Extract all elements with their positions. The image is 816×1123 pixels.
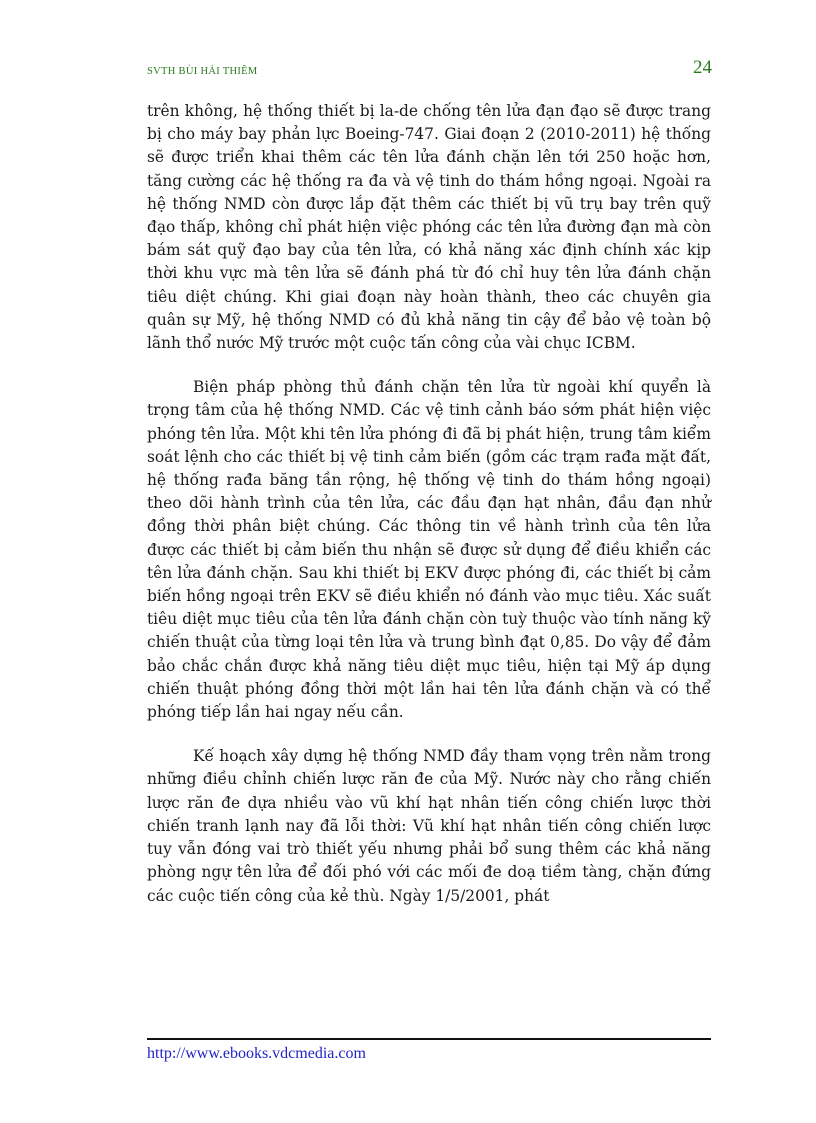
running-header-author: SVTH BÙI HẢI THIÊM	[147, 66, 258, 77]
paragraph-2: Biện pháp phòng thủ đánh chặn tên lửa từ ngoài khí quyển là trọng tâm của hệ thống NMD. Các vệ tinh cảnh báo sớm phát hiện việc phóng tên lửa. Một khi tên lửa phóng đi đã bị phát hiện, trung tâm kiểm soát lệnh cho các thiết bị vệ tinh cảm biến (gồm các trạm rađa mặt đất, hệ thống rađa băng tần rộng, hệ thống vệ tinh do thám hồng ngoại) theo dõi hành trình của tên lửa, các đầu đạn hạt nhân, đầu đạn nhử đồng thời phân biệt chúng. Các thông tin về hành trình của tên lửa được các thiết bị cảm biến thu nhận sẽ được sử dụng để điều khiển các tên lửa đánh chặn. Sau khi thiết bị EKV được phóng đi, các thiết bị cảm biến hồng ngoại trên EKV sẽ điều khiển nó đánh vào mục tiêu. Xác suất tiêu diệt mục tiêu của tên lửa đánh chặn còn tuỳ thuộc vào tính năng kỹ chiến thuật của từng loại tên lửa và trung bình đạt 0,85. Do vậy để đảm bảo chắc chắn được khả năng tiêu diệt mục tiêu, hiện tại Mỹ áp dụng chiến thuật phóng đồng thời một lần hai tên lửa đánh chặn và có thể phóng tiếp lần hai ngay nếu cần.	[147, 378, 711, 722]
body-text	[147, 100, 711, 929]
page-number: 24	[693, 57, 712, 78]
footer-divider	[147, 1038, 711, 1040]
paragraph-1: trên không, hệ thống thiết bị la-de chống tên lửa đạn đạo sẽ được trang bị cho máy bay phản lực Boeing-747. Giai đoạn 2 (2010-2011) hệ thống sẽ được triển khai thêm các tên lửa đánh chặn lên tới 250 hoặc hơn, tăng cường các hệ thống ra đa và vệ tinh do thám hồng ngoại. Ngoài ra hệ thống NMD còn được lắp đặt thêm các thiết bị vũ trụ bay trên quỹ đạo thấp, không chỉ phát hiện việc phóng các tên lửa đường đạn mà còn bám sát quỹ đạo bay của tên lửa, có khả năng xác định chính xác kịp thời khu vực mà tên lửa sẽ đánh phá từ đó chỉ huy tên lửa đánh chặn tiêu diệt chúng. Khi giai đoạn này hoàn thành, theo các chuyên gia quân sự Mỹ, hệ thống NMD có đủ khả năng tin cậy để bảo vệ toàn bộ lãnh thổ nước Mỹ trước một cuộc tấn công của vài chục ICBM.	[147, 102, 711, 353]
footer-link[interactable]: http://www.ebooks.vdcmedia.com	[147, 1045, 366, 1062]
paragraph-3: Kế hoạch xây dựng hệ thống NMD đầy tham vọng trên nằm trong những điều chỉnh chiến lược răn đe của Mỹ. Nước này cho rằng chiến lược răn đe dựa nhiều vào vũ khí hạt nhân tiến công chiến lược thời chiến tranh lạnh nay đã lỗi thời: Vũ khí hạt nhân tiến công chiến lược tuy vẫn đóng vai trò thiết yếu nhưng phải bổ sung thêm các khả năng phòng ngự tên lửa để đối phó với các mối đe doạ tiềm tàng, chặn đứng các cuộc tiến công của kẻ thù. Ngày 1/5/2001, phát	[147, 747, 711, 905]
